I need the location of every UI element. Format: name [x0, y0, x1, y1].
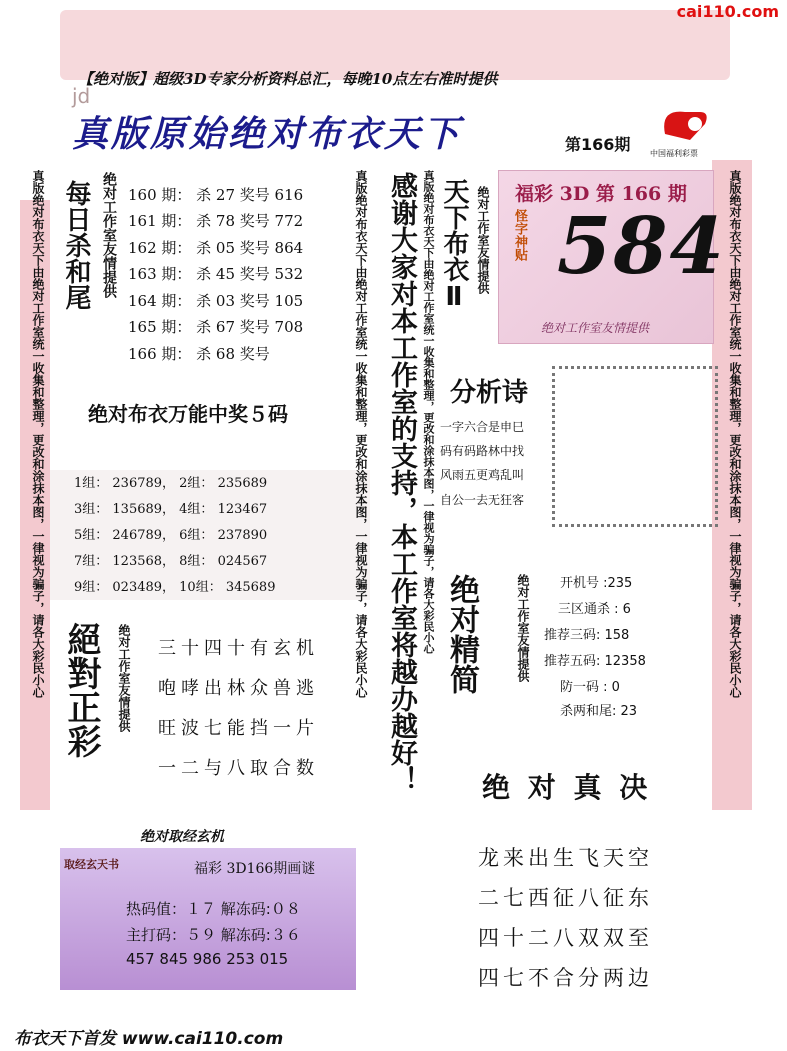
xuanji-panel — [60, 848, 356, 990]
issue-tag: 第166期 — [565, 135, 631, 154]
site-logo[interactable]: cai110.com — [676, 2, 779, 21]
xuanji-title: 绝对取经玄机 — [140, 829, 224, 845]
jingjian-item-3: 推荐五码: 12358 — [544, 654, 646, 669]
tianxia-side-label: 绝对工作室友情提供 — [476, 186, 490, 294]
jingjian-item-4: 防一码 : 0 — [560, 680, 620, 695]
kill-section-side-label: 绝对工作室友情提供 — [101, 172, 117, 298]
kill-row-4: 164 期： 杀 03 奖号 105 — [128, 292, 304, 310]
jingjian-item-1: 三区通杀 : 6 — [558, 602, 631, 617]
kill-row-2: 162 期： 杀 05 奖号 864 — [128, 239, 304, 257]
zhenjue-line-1: 二七西征八征东 — [478, 886, 653, 910]
five-code-row-0: 1组： 236789， 2组： 235689 — [74, 476, 268, 491]
left-sidebar-text: 真版绝对布衣天下由绝对工作室统一收集和整理，更改和涂抹本图，一律视为骗子，请各大彩民小心 — [31, 170, 45, 698]
top-banner: 【绝对版】超级3D专家分析资料总汇，每晚10点左右准时提供 — [78, 70, 498, 88]
jingjian-item-2: 推荐三码: 158 — [544, 628, 630, 643]
jingjian-item-5: 杀两和尾: 23 — [560, 704, 638, 719]
right-sidebar-text: 真版绝对布衣天下由绝对工作室统一收集和整理，更改和涂抹本图，一律视为骗子，请各大彩民小心 — [728, 170, 742, 698]
zhengcai-line-0: 三十四十有玄机 — [158, 638, 319, 659]
poem-line-2: 风雨五更鸡乱叫 — [440, 468, 525, 482]
picture-panel — [498, 170, 726, 344]
kill-row-5: 165 期： 杀 67 奖号 708 — [128, 318, 304, 336]
five-code-row-2: 5组： 246789， 6组： 237890 — [74, 528, 268, 543]
lottery-logo-icon — [650, 104, 720, 144]
jingjian-item-0: 开机号 :235 — [560, 576, 633, 591]
picture-subtitle: 怪字神贴 — [512, 209, 527, 261]
zhenjue-title: 绝 对 真 决 — [482, 771, 652, 804]
five-code-row-4: 9组： 023489， 10组： 345689 — [74, 580, 276, 595]
zhenjue-line-0: 龙来出生飞天空 — [478, 846, 653, 870]
picture-title: 福彩 3D 第 166 期 — [515, 183, 687, 205]
center-right-sidebar-text: 真版绝对布衣天下由绝对工作室统一收集和整理，更改和涂抹本图，一律视为骗子，请各大彩民小心 — [422, 170, 435, 654]
zhengcai-line-1: 咆哮出林众兽逃 — [158, 678, 319, 699]
kill-row-1: 161 期： 杀 78 奖号 772 — [128, 212, 304, 230]
picture-number: 584 — [557, 201, 726, 292]
jingjian-side-label: 绝对工作室友情提供 — [516, 574, 530, 682]
poem-title: 分析诗 — [450, 378, 529, 408]
five-code-title: 绝对布衣万能中奖５码 — [88, 402, 288, 426]
xuanji-scroll-label: 取经玄天书 — [64, 858, 119, 871]
thanks-text: 感谢大家对本工作室的支持，本工作室将越办越好！ — [386, 172, 417, 793]
lottery-logo-text: 中国福利彩票 — [650, 149, 698, 158]
xuanji-hot: 热码值：１７ 解冻码:０８ — [126, 900, 301, 918]
center-sidebar-text: 真版绝对布衣天下由绝对工作室统一收集和整理，更改和涂抹本图，一律视为骗子，请各大彩民小心 — [354, 170, 368, 698]
jd-mark: jd — [72, 84, 91, 108]
kill-row-6: 166 期： 杀 68 奖号 — [128, 345, 270, 363]
kill-row-3: 163 期： 杀 45 奖号 532 — [128, 265, 304, 283]
picture-footer: 绝对工作室友情提供 — [541, 321, 650, 335]
xuanji-subtitle: 福彩 3D166期画谜 — [194, 861, 316, 877]
poem-line-1: 码有码路林中找 — [440, 444, 525, 458]
jingjian-title: 绝对精简 — [444, 574, 479, 694]
zhenjue-line-2: 四十二八双双至 — [478, 926, 653, 950]
zhengcai-side-label: 绝对工作室友情提供 — [117, 624, 131, 732]
zhenjue-line-3: 四七不合分两边 — [478, 966, 653, 990]
poem-frame — [552, 366, 718, 527]
lottery-logo — [650, 104, 720, 158]
kill-row-0: 160 期： 杀 27 奖号 616 — [128, 186, 304, 204]
zhengcai-line-3: 一二与八取合数 — [158, 758, 319, 779]
poem-line-3: 自公一去无狂客 — [440, 493, 525, 507]
zhengcai-line-2: 旺波七能挡一片 — [158, 718, 319, 739]
xuanji-main: 主打码：５９ 解冻码:３６ — [126, 926, 301, 944]
xuanji-codes: 457 845 986 253 015 — [126, 950, 289, 968]
main-title: 真版原始绝对布衣天下 — [72, 113, 463, 155]
zhengcai-title: 絕對正彩 — [61, 622, 101, 758]
footer-text[interactable]: 布衣天下首发 www.cai110.com — [14, 1029, 284, 1049]
kill-section-title: 每日杀和尾 — [61, 180, 91, 310]
tianxia-title: 天下布衣Ⅱ — [439, 178, 469, 312]
five-code-row-1: 3组： 135689， 4组： 123467 — [74, 502, 268, 517]
poem-line-0: 一字六合是申巳 — [440, 420, 525, 434]
five-code-row-3: 7组： 123568， 8组： 024567 — [74, 554, 268, 569]
